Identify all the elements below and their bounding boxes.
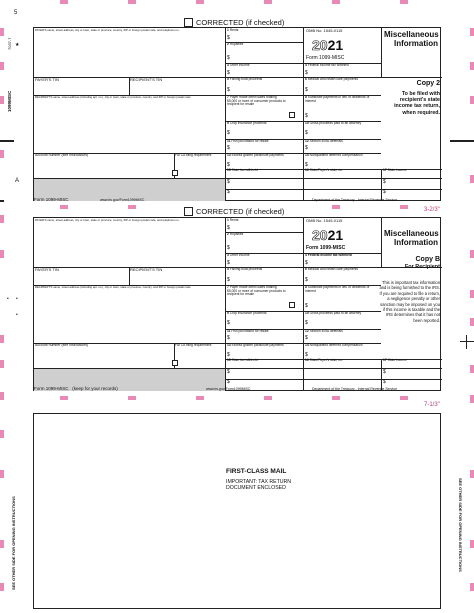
box6-dollar: $ bbox=[305, 277, 308, 283]
opening-instructions-right: SEE OTHER SIDE FOR OPENING INSTRUCTIONS bbox=[458, 478, 463, 572]
box15-dollar: $ bbox=[227, 369, 230, 375]
box14-label: Nonqualified deferred compensation bbox=[309, 153, 363, 157]
payer-tin-label: PAYER'S TIN bbox=[35, 267, 59, 272]
box17-dollar-2: $ bbox=[383, 379, 386, 385]
footer-url: www.irs.gov/Form1099MISC bbox=[206, 387, 251, 391]
margin-dot: • bbox=[16, 312, 18, 318]
box13-dollar: $ bbox=[227, 162, 230, 168]
box3-label: Other income bbox=[229, 63, 250, 67]
box15-dollar-2: $ bbox=[227, 189, 230, 195]
recipient-name-label: RECIPIENT'S name, street address (including apt. no.), city or town, state or province, country, and ZIP or foreign postal code bbox=[35, 95, 191, 99]
form-label: Form 1099-MISC bbox=[306, 245, 346, 251]
box15-label: State tax withheld bbox=[231, 168, 258, 172]
pink-mark bbox=[470, 96, 474, 104]
box17-dollar: $ bbox=[383, 369, 386, 375]
pink-mark bbox=[470, 540, 474, 548]
box12-dollar: $ bbox=[305, 145, 308, 151]
opening-instructions-left: SEE OTHER SIDE FOR OPENING INSTRUCTIONS bbox=[11, 496, 16, 590]
box17-dollar: $ bbox=[383, 179, 386, 185]
box8-label: Substitute payments in lieu of dividends or interest bbox=[305, 285, 370, 293]
pink-mark bbox=[0, 215, 4, 223]
box3-dollar: $ bbox=[227, 70, 230, 76]
box17-label: State income bbox=[387, 168, 407, 172]
pink-mark bbox=[470, 318, 474, 326]
box16-label: State/Payer's state no. bbox=[309, 358, 343, 362]
box13-label: Excess golden parachute payments bbox=[231, 153, 284, 157]
box5-label: Fishing boat proceeds bbox=[229, 77, 263, 81]
pink-mark bbox=[0, 470, 4, 478]
account-label: Account number (see instructions) bbox=[35, 343, 89, 347]
pink-mark bbox=[0, 250, 4, 258]
pink-mark bbox=[128, 205, 136, 209]
pink-mark bbox=[470, 28, 474, 36]
pink-mark bbox=[196, 0, 204, 4]
box14-dollar: $ bbox=[305, 352, 308, 358]
mail-class: FIRST-CLASS MAIL bbox=[226, 468, 287, 475]
box10-dollar: $ bbox=[305, 130, 308, 136]
box9-dollar: $ bbox=[227, 320, 230, 326]
box13-label: Excess golden parachute payments bbox=[231, 343, 284, 347]
box4-label: Federal income tax withheld bbox=[307, 63, 349, 67]
pink-mark bbox=[470, 62, 474, 70]
box6-label: Medical and health care payments bbox=[307, 77, 358, 81]
box1-label: Rents bbox=[229, 218, 239, 222]
pink-mark bbox=[332, 205, 340, 209]
box10-label: Gross proceeds paid to an attorney bbox=[309, 311, 362, 315]
box7-label: Payer made direct sales totaling $5,000 or more of consumer products to recipient for resale bbox=[227, 95, 286, 107]
footer-url: www.irs.gov/Form1099MISC bbox=[100, 198, 145, 202]
pink-mark bbox=[0, 62, 4, 70]
pink-mark bbox=[60, 396, 68, 400]
fold-marker bbox=[0, 140, 14, 142]
fold-measure-2: 7-1/3" bbox=[424, 402, 440, 408]
box3-dollar: $ bbox=[227, 260, 230, 266]
box2-label: Royalties bbox=[229, 42, 244, 46]
footer-keep: (keep for your records) bbox=[72, 386, 118, 391]
tax-year: 2021 bbox=[312, 227, 344, 243]
box1-dollar: $ bbox=[227, 225, 230, 231]
box7-label: Payer made direct sales totaling $5,000 or more of consumer products to recipient for resale bbox=[227, 285, 286, 297]
fatca-checkbox[interactable] bbox=[172, 170, 178, 176]
box5-dollar: $ bbox=[227, 87, 230, 93]
footer-form: Form 1099-MISC (keep for your records) bbox=[34, 386, 118, 391]
recipient-tin-label: RECIPIENT'S TIN bbox=[130, 77, 163, 82]
pink-mark bbox=[470, 583, 474, 591]
pink-mark bbox=[400, 396, 408, 400]
pink-mark bbox=[196, 396, 204, 400]
form-title-1: Miscellaneous bbox=[384, 229, 439, 238]
box5-label: Fishing boat proceeds bbox=[229, 267, 263, 271]
form-label: Form 1099-MISC bbox=[306, 55, 345, 61]
fatca-checkbox[interactable] bbox=[172, 360, 178, 366]
pink-mark bbox=[400, 0, 408, 4]
fold-marker bbox=[460, 341, 474, 342]
tax-year: 2021 bbox=[312, 37, 344, 53]
box14-label: Nonqualified deferred compensation bbox=[309, 343, 363, 347]
pink-mark bbox=[0, 430, 4, 438]
box16-label: State/Payer's state no. bbox=[309, 168, 343, 172]
margin-number: 5 bbox=[14, 10, 18, 16]
footer-dept: Department of the Treasury - Internal Revenue Service bbox=[312, 387, 398, 391]
pink-mark bbox=[0, 583, 4, 591]
box9-dollar: $ bbox=[227, 130, 230, 136]
pink-mark bbox=[0, 335, 4, 343]
corrected-label: CORRECTED (if checked) bbox=[196, 18, 285, 27]
box17-label: State income bbox=[387, 358, 407, 362]
omb-number: OMB No. 1545-0115 bbox=[306, 28, 343, 33]
fold-measure-1: 3-2/3" bbox=[424, 207, 440, 213]
payer-name-label: PAYER'S name, street address, city or town, state or province, country, ZIP or foreign postal code, and telephone no. bbox=[35, 28, 180, 32]
pink-mark bbox=[0, 392, 4, 400]
box2-dollar: $ bbox=[227, 55, 230, 61]
copy2-form bbox=[33, 27, 441, 201]
footer-form: Form 1099-MISC bbox=[34, 197, 69, 202]
box8-dollar: $ bbox=[305, 303, 308, 309]
box2-dollar: $ bbox=[227, 245, 230, 251]
box8-dollar: $ bbox=[305, 113, 308, 119]
box14-dollar: $ bbox=[305, 162, 308, 168]
fold-marker bbox=[450, 140, 474, 142]
box7-checkbox[interactable] bbox=[289, 302, 295, 308]
box1-dollar: $ bbox=[227, 35, 230, 41]
box15-dollar: $ bbox=[227, 179, 230, 185]
box9-label: Crop insurance proceeds bbox=[229, 311, 267, 315]
form-title-2: Information bbox=[394, 238, 438, 247]
box6-label: Medical and health care payments bbox=[307, 267, 358, 271]
box4-label: Federal income tax withheld bbox=[307, 253, 352, 257]
fold-marker bbox=[0, 200, 4, 202]
box11-dollar: $ bbox=[227, 335, 230, 341]
pink-mark bbox=[0, 28, 4, 36]
pink-mark bbox=[332, 396, 340, 400]
margin-star: ★ bbox=[15, 42, 20, 48]
pink-mark bbox=[332, 0, 340, 4]
pink-mark bbox=[470, 365, 474, 373]
pink-mark bbox=[128, 396, 136, 400]
box4-dollar: $ bbox=[305, 260, 308, 266]
box12-label: Section 409A deferrals bbox=[309, 139, 343, 143]
box10-dollar: $ bbox=[305, 320, 308, 326]
box6-dollar: $ bbox=[305, 87, 308, 93]
box12-dollar: $ bbox=[305, 335, 308, 341]
box4-dollar: $ bbox=[305, 70, 308, 76]
box9-label: Crop insurance proceeds bbox=[229, 121, 267, 125]
pink-mark bbox=[470, 470, 474, 478]
form-code: 7037-7 bbox=[7, 37, 12, 50]
copy-description: This is important tax information and is being furnished to the IRS. If you are required to file a return, a negligence penalty or other sanction may be imposed on you if this income is taxable and the IRS determines that it has not been reported. bbox=[379, 280, 440, 323]
pink-mark bbox=[470, 395, 474, 403]
box11-label: Fish purchased for resale bbox=[231, 329, 269, 333]
pink-mark bbox=[0, 540, 4, 548]
pink-mark bbox=[60, 0, 68, 4]
copy-title: Copy 2 bbox=[416, 80, 440, 87]
mail-important-2: DOCUMENT ENCLOSED bbox=[226, 485, 286, 491]
box11-dollar: $ bbox=[227, 145, 230, 151]
box3-label: Other income bbox=[229, 253, 250, 257]
box2-label: Royalties bbox=[229, 232, 244, 236]
corrected-checkbox[interactable] bbox=[184, 207, 193, 216]
form-title-2: Information bbox=[394, 39, 438, 48]
box5-dollar: $ bbox=[227, 277, 230, 283]
box15-label: State tax withheld bbox=[231, 358, 258, 362]
pink-mark bbox=[400, 205, 408, 209]
box11-label: Fish purchased for resale bbox=[231, 139, 269, 143]
box15-dollar-2: $ bbox=[227, 379, 230, 385]
margin-dot: • bbox=[7, 296, 9, 302]
fatca-label: FATCA filing requirement bbox=[175, 343, 212, 347]
box10-label: Gross proceeds paid to an attorney bbox=[309, 121, 362, 125]
fatca-label: FATCA filing requirement bbox=[175, 153, 212, 157]
footer-dept: Department of the Treasury - Internal Revenue Service bbox=[312, 198, 398, 202]
box8-label: Substitute payments in lieu of dividends or interest bbox=[305, 95, 370, 103]
pink-mark bbox=[0, 150, 4, 158]
fold-marker bbox=[466, 335, 467, 349]
copy-subtitle: For Recipient bbox=[404, 264, 440, 270]
payer-tin-label: PAYER'S TIN bbox=[35, 77, 59, 82]
copy-title: Copy B bbox=[415, 256, 440, 263]
corrected-checkbox[interactable] bbox=[184, 18, 193, 27]
pink-mark bbox=[470, 290, 474, 298]
form-title-1: Miscellaneous bbox=[384, 30, 439, 39]
box13-dollar: $ bbox=[227, 352, 230, 358]
pink-mark bbox=[470, 250, 474, 258]
mailer-panel bbox=[33, 413, 441, 609]
pink-mark bbox=[264, 396, 272, 400]
form-side-label: 1099MISC bbox=[7, 90, 12, 112]
payer-name-label: PAYER'S name, street address, city or town, state or province, country, ZIP or foreign postal code, and telephone no. bbox=[35, 218, 180, 222]
pink-mark bbox=[128, 0, 136, 4]
recipient-name-label: RECIPIENT'S name, street address (including apt. no.), city or town, state or province, country, and ZIP or foreign postal code bbox=[35, 285, 191, 289]
recipient-tin-label: RECIPIENT'S TIN bbox=[130, 267, 163, 272]
pink-mark bbox=[0, 360, 4, 368]
pink-mark bbox=[60, 205, 68, 209]
pink-mark bbox=[470, 175, 474, 183]
pink-mark bbox=[264, 0, 272, 4]
omb-number: OMB No. 1545-0115 bbox=[306, 218, 343, 223]
copy-description: To be filed with recipient's state income tax return, when required. bbox=[394, 91, 440, 116]
margin-dot: • bbox=[16, 296, 18, 302]
margin-letter: A bbox=[15, 178, 20, 184]
mail-important-1: IMPORTANT: TAX RETURN bbox=[226, 479, 292, 485]
pink-mark bbox=[0, 96, 4, 104]
box7-checkbox[interactable] bbox=[289, 112, 295, 118]
box12-label: Section 409A deferrals bbox=[309, 329, 343, 333]
box17-dollar-2: $ bbox=[383, 189, 386, 195]
box1-label: Rents bbox=[229, 28, 239, 32]
corrected-label: CORRECTED (if checked) bbox=[196, 207, 285, 216]
account-label: Account number (see instructions) bbox=[35, 153, 89, 157]
